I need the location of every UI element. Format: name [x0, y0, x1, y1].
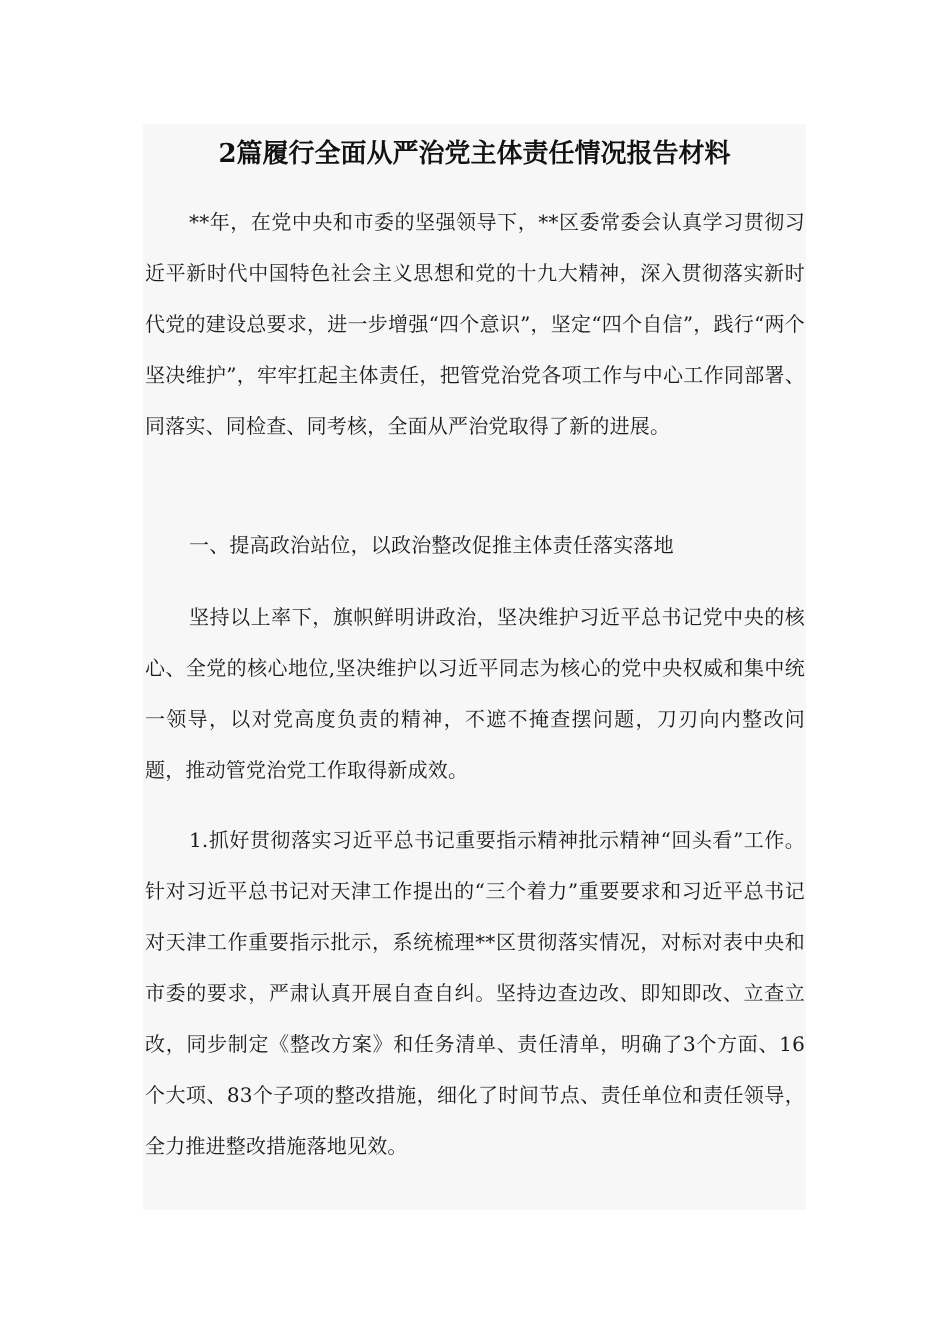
document-title: 2篇履行全面从严治党主体责任情况报告材料 — [218, 139, 731, 169]
body-paragraph: 坚持以上率下，旗帜鲜明讲政治，坚决维护习近平总书记党中央的核心、全党的核心地位,坚决维护以习近平同志为核心的党中央权威和集中统一领导，以对党高度负责的精神，不遮不掩查摆问题，刀刃向内整改问题，推动管党治党工作取得新成效。 — [145, 605, 805, 782]
section-heading: 一、提高政治站位，以政治整改促推主体责任落实落地 — [189, 533, 674, 557]
numbered-paragraph: 1.抓好贯彻落实习近平总书记重要指示精神批示精神“回头看”工作。针对习近平总书记对天津工作提出的“三个着力”重要要求和习近平总书记对天津工作重要指示批示，系统梳理**区贯彻落实情况，对标对表中央和市委的要求，严肃认真开展自查自纠。坚持边查边改、即知即改、立查立改，同步制定《整改方案》和任务清单、责任清单，明确了3个方面、16个大项、83个子项的整改措施，细化了时间节点、责任单位和责任领导，全力推进整改措施落地见效。 — [145, 828, 805, 1158]
intro-paragraph: **年，在党中央和市委的坚强领导下，**区委常委会认真学习贯彻习近平新时代中国特色社会主义思想和党的十九大精神，深入贯彻落实新时代党的建设总要求，进一步增强“四个意识”，坚定“四个自信”，践行“两个坚决维护”，牢牢扛起主体责任，把管党治党各项工作与中心工作同部署、同落实、同检查、同考核，全面从严治党取得了新的进展。 — [145, 210, 805, 438]
